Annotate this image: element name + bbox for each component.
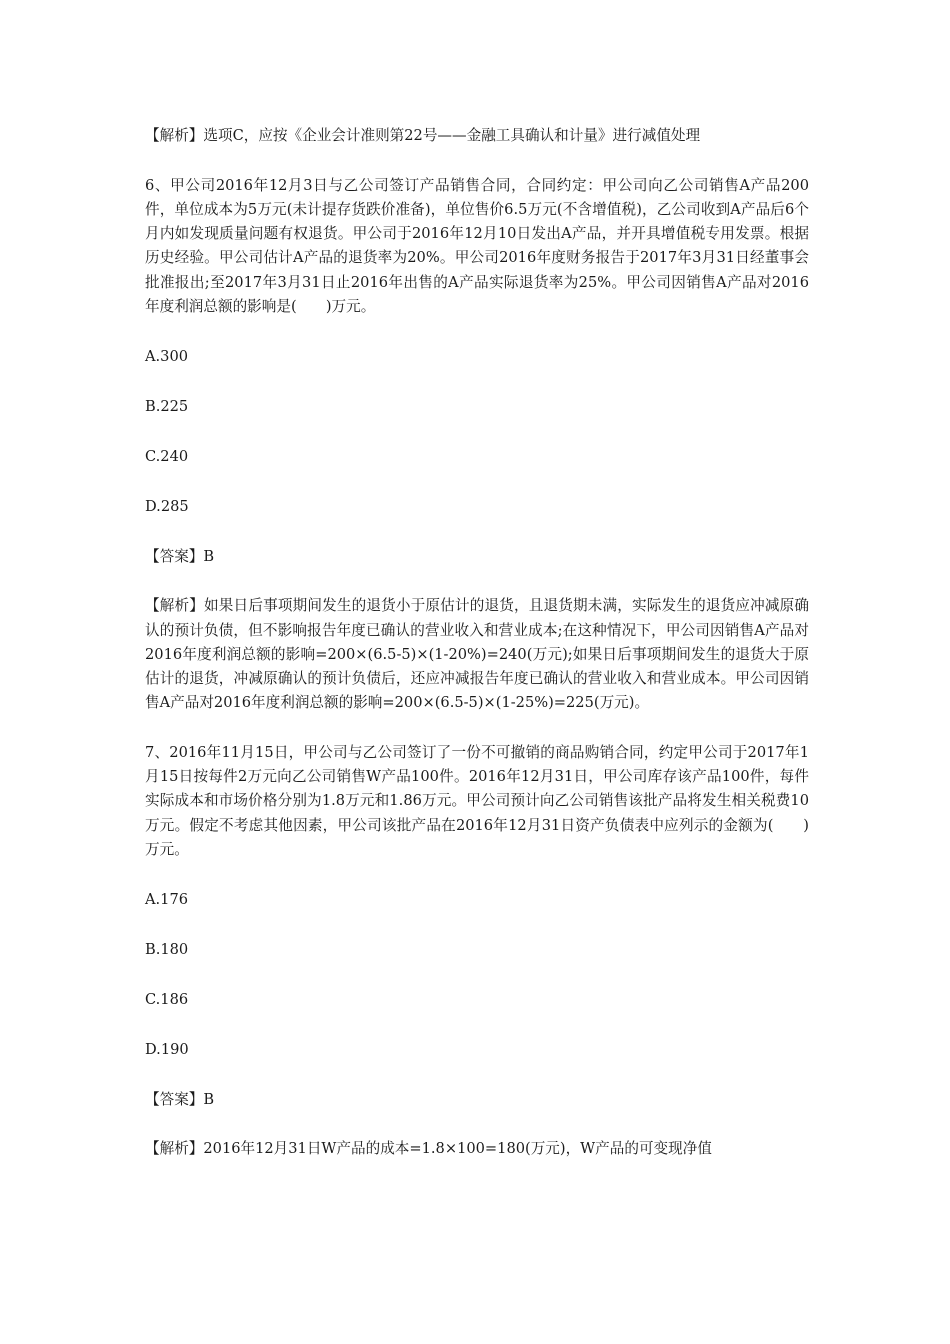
question-7-answer: 【答案】B	[145, 1090, 215, 1108]
question-7-stem: 7、2016年11月15日，甲公司与乙公司签订了一份不可撤销的商品购销合同，约定甲公司于2017年1月15日按每件2万元向乙公司销售W产品100件。2016年12月31日，甲公司库存该产品100件，每件实际成本和市场价格分别为1.8万元和1.86万元。甲公司预计向乙公司销售该批产品将发生相关税费10万元。假定不考虑其他因素，甲公司该批产品在2016年12月31日资产负债表中应列示的金额为( )万元。	[145, 744, 809, 858]
question-6-answer: 【答案】B	[145, 547, 215, 565]
question-7-analysis: 【解析】2016年12月31日W产品的成本=1.8×100=180(万元)，W产品的可变现净值	[145, 1140, 712, 1158]
question-7-option-d: D.190	[145, 1040, 189, 1058]
question-6-option-d: D.285	[145, 497, 189, 515]
question-6-stem: 6、甲公司2016年12月3日与乙公司签订产品销售合同，合同约定：甲公司向乙公司销售A产品200件，单位成本为5万元(未计提存货跌价准备)，单位售价6.5万元(不含增值税)，乙公司收到A产品后6个月内如发现质量问题有权退货。甲公司于2016年12月10日发出A产品，并开具增值税专用发票。根据历史经验。甲公司估计A产品的退货率为20%。甲公司2016年度财务报告于2017年3月31日经董事会批准报出;至2017年3月31日止2016年出售的A产品实际退货率为25%。甲公司因销售A产品对2016年度利润总额的影响是( )万元。	[145, 176, 809, 315]
question-7-option-a: A.176	[145, 890, 189, 908]
question-6-analysis: 【解析】如果日后事项期间发生的退货小于原估计的退货，且退货期未满，实际发生的退货应冲减原确认的预计负债，但不影响报告年度已确认的营业收入和营业成本;在这种情况下，甲公司因销售A产品对2016年度利润总额的影响=200×(6.5-5)×(1-20%)=240(万元);如果日后事项期间发生的退货大于原估计的退货，冲减原确认的预计负债后，还应冲减报告年度已确认的营业收入和营业成本。甲公司因销售A产品对2016年度利润总额的影响=200×(6.5-5)×(1-25%)=225(万元)。	[145, 597, 809, 712]
question-7-option-b: B.180	[145, 940, 189, 958]
document-body	[145, 124, 809, 1187]
question-6-option-b: B.225	[145, 397, 189, 415]
question-6-option-c: C.240	[145, 447, 189, 465]
question-6-option-a: A.300	[145, 347, 189, 365]
question-7-option-c: C.186	[145, 990, 189, 1008]
analysis-paragraph: 【解析】选项C，应按《企业会计准则第22号——金融工具确认和计量》进行减值处理	[145, 127, 701, 144]
